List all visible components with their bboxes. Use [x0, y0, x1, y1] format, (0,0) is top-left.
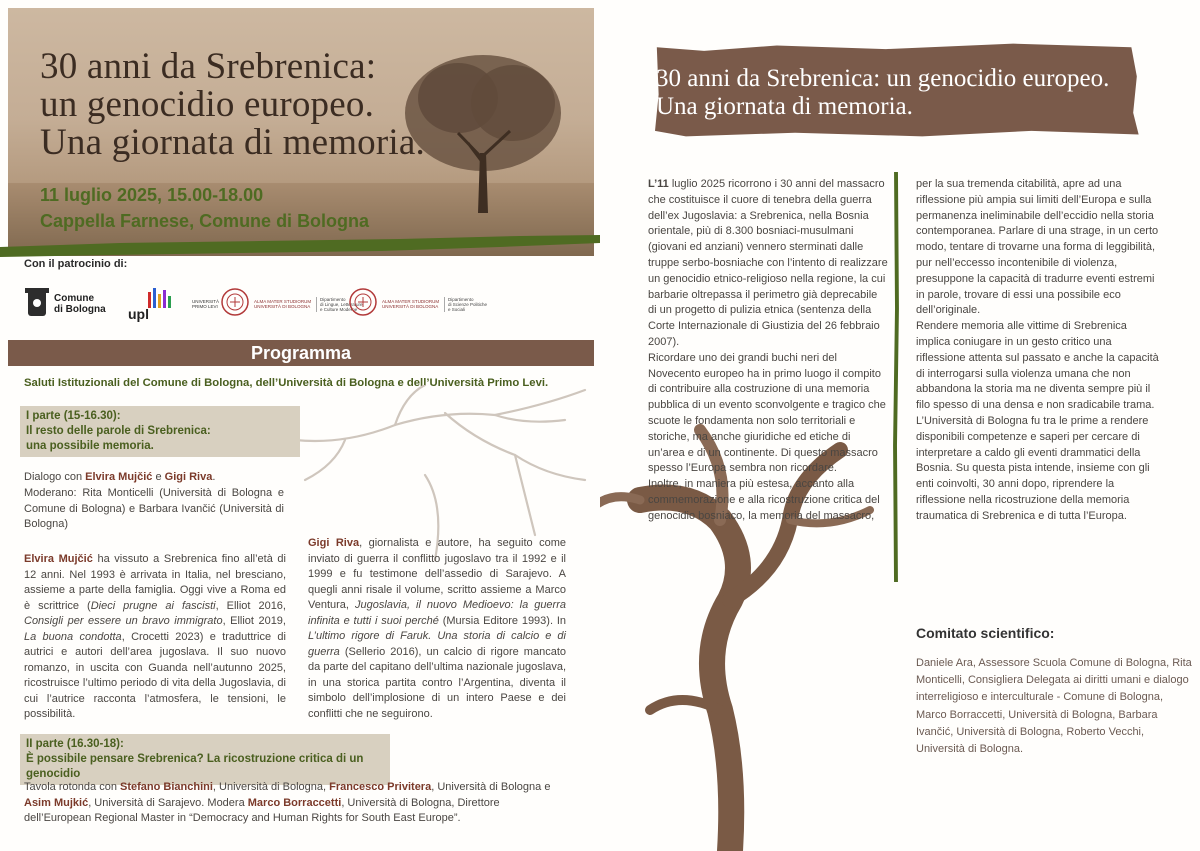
- bio-text: , Crocetti 2023) e traduttrice di autrici e autori dell’area jugoslava. Il suo nuovo romanzo, in uscita con Guanda nell’autunno 2025, ricostruisce l’ultimo periodo di vita della Jugoslavia, di cui l’autrice racconta l’atmosfera, le tensioni, le possibilità.: [24, 630, 286, 720]
- speaker-name: Gigi Riva: [164, 471, 213, 483]
- intro-paragraph: Ricordare uno dei grandi buchi neri del Novecento europeo ha in primo luogo il compito di contribuire alla costruzione di una memoria pubblica di un evento sconvolgente e tragico che scuote le fondamenta non solo territoriali e storiche, ma anche giuridiche ed etiche di un’area e di un continente. Di questo massacro spesso l’Europa sembra non ricordare.: [648, 351, 886, 475]
- right-title-line: 30 anni da Srebrenica: un genocidio europeo.: [656, 65, 1110, 92]
- right-page: [600, 0, 1200, 851]
- book-title: Consigli per essere un bravo immigrato: [24, 615, 223, 627]
- unibo-logo-line: UNIVERSITÀ DI BOLOGNA: [254, 304, 311, 309]
- bio-text: , Elliot 2016,: [215, 599, 286, 612]
- intro-column-1: [648, 177, 888, 525]
- tavola-text: , Università di Bologna e: [431, 781, 551, 793]
- speaker-name: Elvira Mujčić: [24, 553, 93, 565]
- patronage-label: Con il patrocinio di:: [24, 258, 128, 270]
- unibo-seal-icon: [220, 287, 250, 321]
- speaker-name: Gigi Riva: [308, 537, 360, 549]
- dept-line: Dipartimento: [320, 296, 346, 302]
- comitato-heading: Comitato scientifico:: [916, 625, 1055, 641]
- dialogo-line: [24, 470, 284, 486]
- elvira-bio: [24, 552, 286, 723]
- green-brush-stroke: [0, 233, 600, 259]
- right-title: [656, 65, 1109, 121]
- speaker-name: Marco Borraccetti: [247, 796, 342, 809]
- bio-text: ha vissuto a Srebrenica fino all’età di 12 anni. Nel 1993 è arrivata in Italia, nel bresciano, assieme a parte della famiglia. Oggi vive a Roma ed è scrittrice (: [24, 553, 286, 612]
- programma-heading: Programma: [8, 340, 594, 366]
- speaker-name: Elvira Mujčić: [85, 471, 153, 483]
- dept-line: di Scienze Politiche: [448, 301, 488, 307]
- dept-line: di Lingue, Letterature: [320, 301, 363, 307]
- intro-column-2: [916, 177, 1161, 525]
- comune-logo-line: di Bologna: [54, 304, 106, 315]
- tavola-text: , Università di Bologna,: [212, 781, 330, 793]
- dept-line: Dipartimento: [448, 296, 474, 302]
- comitato-text: Daniele Ara, Assessore Scuola Comune di Bologna, Rita Monticelli, Consigliera Delegata ai diritti umani e dialogo interreligioso e interculturale - Comune di Bologna, Marco Borraccetti, Università di Bologna, Barbara Ivančić, Università di Bologna, Roberto Vecchi, Università di Bologna.: [916, 657, 1192, 756]
- intro-paragraph: [648, 177, 888, 351]
- upl-logo: [128, 282, 220, 326]
- intro-paragraph: L’Università di Bologna fu tra le prime a rendere disponibili competenze e saperi per cercare di interpretare a caldo gli eventi drammatici della Bosnia. Su questa pista intende, insieme con gli enti coinvolti, 30 anni dopo, riprendere la riflessione nella ricostruzione della memoria traumatica di Srebrenica e di tutta l’Europa.: [916, 414, 1150, 522]
- comune-logo-line: Comune: [54, 293, 94, 304]
- moderano-text: Moderano: Rita Monticelli (Università di Bologna e Comune di Bologna) e Barbara Ivančić (Università di Bologna): [24, 487, 284, 530]
- book-title: La buona condotta: [24, 630, 122, 643]
- unibo-seal-icon: [348, 287, 378, 321]
- bio-text: (Mursia Editore 1993). In: [438, 614, 566, 627]
- unibo-logo-2: [348, 282, 500, 326]
- parte1-box: [20, 406, 300, 457]
- intro-paragraph: Rendere memoria alle vittime di Srebrenica implica coniugare in un gesto critico una riflessione attenta sul passato e anche la capacità di interrogarsi sulla violenza umana che non abbandona la storia ma ne diventa sempre più il filo spesso di una densa e non sradicabile trama.: [916, 320, 1159, 412]
- tavola-rotonda-text: [24, 780, 569, 827]
- parte2-line: II parte (16.30-18):: [26, 738, 124, 750]
- tavola-text: , Università di Bologna, Direttore dell’European Regional Master in “Democracy and Human Rights for South East Europe”.: [24, 796, 500, 824]
- upl-skyline-icon: [128, 286, 188, 322]
- dialogo-mid: e: [152, 471, 165, 483]
- green-divider: [890, 172, 902, 582]
- speaker-name: Asim Mujkić: [24, 796, 89, 809]
- parte1-line: I parte (15-16.30):: [26, 410, 121, 422]
- unibo-logo-line: ALMA MATER STUDIORUM: [254, 299, 312, 304]
- bio-text: , giornalista e autore, ha seguito come inviato di guerra il conflitto jugoslavo tra il 1992 e il 1999 e fu testimone dell’assedio di Sarajevo. A quegli anni risale il volume, scritto assieme a Marco Ventura,: [308, 537, 566, 611]
- comune-bologna-logo: [24, 282, 106, 326]
- event-date-venue: [40, 182, 369, 234]
- event-venue: Cappella Farnese, Comune di Bologna: [40, 211, 370, 231]
- speaker-name: Stefano Bianchini: [120, 781, 213, 793]
- saluti-istituzionali: Saluti Istituzionali del Comune di Bologna, dell’Università di Bologna e dell’Università Primo Levi.: [24, 377, 549, 389]
- hero-title-line: un genocidio europeo.: [40, 84, 375, 125]
- book-title: L’ultimo rigore di Faruk. Una storia di calcio e di guerra: [308, 630, 566, 658]
- comune-crest-icon: [24, 286, 50, 322]
- dialogo-prefix: Dialogo con: [24, 471, 86, 483]
- tavola-text: Tavola rotonda con: [24, 781, 121, 793]
- hero-banner: [8, 8, 594, 256]
- dept-line: e Sociali: [448, 306, 466, 312]
- intro-bold: L’11: [648, 178, 669, 190]
- intro-paragraph: Inoltre, in maniera più estesa, accanto alla commemorazione e alla ricostruzione critica del genocidio bosniaco, la memoria del massacro,: [648, 478, 880, 522]
- dialogo-suffix: .: [212, 471, 216, 483]
- hero-title-line: 30 anni da Srebrenica:: [40, 46, 377, 87]
- book-title: Dieci prugne ai fascisti: [90, 599, 216, 612]
- bio-text: , Elliot 2019,: [222, 615, 286, 627]
- gigi-bio: [308, 536, 566, 722]
- parte1-line: una possibile memoria.: [26, 440, 154, 452]
- right-title-line: Una giornata di memoria.: [656, 93, 913, 120]
- parte2-line: È possibile pensare Srebrenica? La ricostruzione critica di un genocidio: [26, 753, 364, 780]
- intro-text: luglio 2025 ricorrono i 30 anni del massacro che costituisce il cuore di tenebra della guerra dell’ex Jugoslavia: a Srebrenica, nella Bosnia orientale, più di 8.300 bosniaci-musulmani (giovani ed anziani) vennero sterminati dalle truppe serbo-bosniache con l’intento di realizzare un genocidio etnico-religioso nella regione, la cui barbarie oltrepassa il perimetro già deprecabile di un progetto di pulizia etnica (sentenza della Corte Internazionale di Giustizia del 26 febbraio 2007).: [648, 178, 888, 348]
- unibo-logo-line: ALMA MATER STUDIORUM: [382, 299, 440, 304]
- bio-text: (Sellerio 2016), un calcio di rigore mancato da parte del capitano dell’ultima nazionale jugoslava, in una storica partita contro l’Argentina, diventa il simbolo dell’implosione di un intero Paese e dei conflitti che ne seguirono.: [308, 645, 566, 720]
- tavola-text: , Università di Sarajevo. Modera: [88, 796, 248, 809]
- upl-wordmark: upl: [128, 306, 149, 322]
- upl-subtitle: UNIVERSITÀ PRIMO LEVI: [192, 299, 220, 309]
- hero-title-line: Una giornata di memoria.: [40, 122, 425, 163]
- unibo-logo-line: UNIVERSITÀ DI BOLOGNA: [382, 304, 439, 309]
- book-title: Jugoslavia, il nuovo Medioevo: la guerra infinita e tutti i suoi perché: [308, 599, 566, 627]
- speaker-name: Francesco Privitera: [329, 781, 432, 793]
- parte2-box: [20, 734, 390, 785]
- intro-paragraph: per la sua tremenda citabilità, apre ad una riflessione più ampia sui limiti dell’Europa e sulla permanenza ineliminabile dell’eccidio nella storia contemporanea. Parlare di una strage, in un certo modo, tentare di trovarne una forma di leggibilità, pur nell’eccesso incontenibile di violenza, presuppone la capacità di tradurre eventi estremi in parole, trovare di essi una possibile eco dell’originale.: [916, 178, 1159, 317]
- dept-line: e Culture Moderne: [320, 306, 358, 312]
- parte1-line: Il resto delle parole di Srebrenica:: [26, 425, 211, 437]
- sponsor-logos: [24, 282, 594, 332]
- event-date: 11 luglio 2025, 15.00-18.00: [40, 185, 264, 205]
- hero-title: [40, 48, 425, 162]
